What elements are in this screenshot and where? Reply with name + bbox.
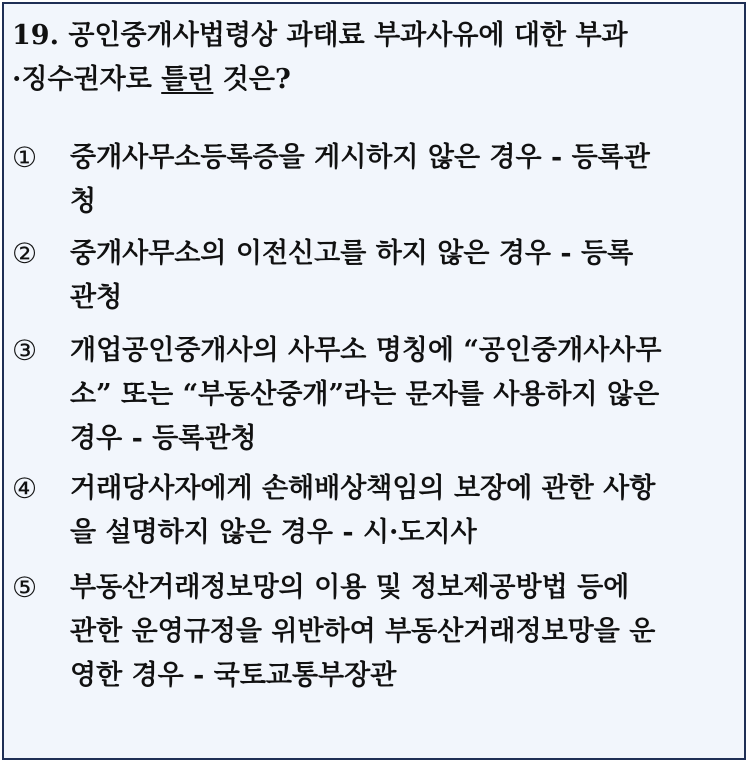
question-line-2 (12, 58, 737, 102)
option-1-marker: ① (12, 141, 38, 174)
option-4-marker: ④ (12, 472, 38, 505)
option-2-marker: ② (12, 237, 38, 270)
question-text-2-suffix: 것은? (213, 64, 291, 95)
question-emphasis: 틀린 (161, 64, 214, 95)
option-5-line-3: 영한 경우 - 국토교통부장관 (70, 660, 397, 691)
option-1-text (70, 136, 737, 224)
option-2-line-1: 중개사무소의 이전신고를 하지 않은 경우 - 등록 (70, 238, 634, 269)
option-5-text (70, 566, 737, 698)
question-stem (12, 14, 737, 102)
question-text-1: 공인중개사법령상 과태료 부과사유에 대한 부과 (68, 20, 628, 51)
option-3-line-2: 소” 또는 “부동산중개”라는 문자를 사용하지 않은 (70, 379, 660, 410)
option-3-text (70, 329, 737, 461)
option-4-line-2: 을 설명하지 않은 경우 - 시·도지사 (70, 517, 477, 548)
option-4-text (70, 467, 737, 555)
question-number: 19. (12, 20, 59, 51)
option-5-line-1: 부동산거래정보망의 이용 및 정보제공방법 등에 (70, 572, 630, 603)
option-3-line-1: 개업공인중개사의 사무소 명칭에 “공인중개사사무 (70, 335, 662, 366)
option-3-line-3: 경우 - 등록관청 (70, 423, 257, 454)
option-1-line-2: 청 (70, 186, 97, 217)
option-3-marker: ③ (12, 334, 38, 367)
option-5-marker: ⑤ (12, 571, 38, 604)
option-2-line-2: 관청 (70, 282, 123, 313)
question-line-1 (12, 14, 737, 58)
option-2-text (70, 232, 737, 320)
question-card (2, 2, 746, 760)
option-1-line-1: 중개사무소등록증을 게시하지 않은 경우 - 등록관 (70, 142, 650, 173)
question-text-2-prefix: ·징수권자로 (12, 64, 162, 95)
option-4-line-1: 거래당사자에게 손해배상책임의 보장에 관한 사항 (70, 473, 656, 504)
option-5-line-2: 관한 운영규정을 위반하여 부동산거래정보망을 운 (70, 616, 656, 647)
